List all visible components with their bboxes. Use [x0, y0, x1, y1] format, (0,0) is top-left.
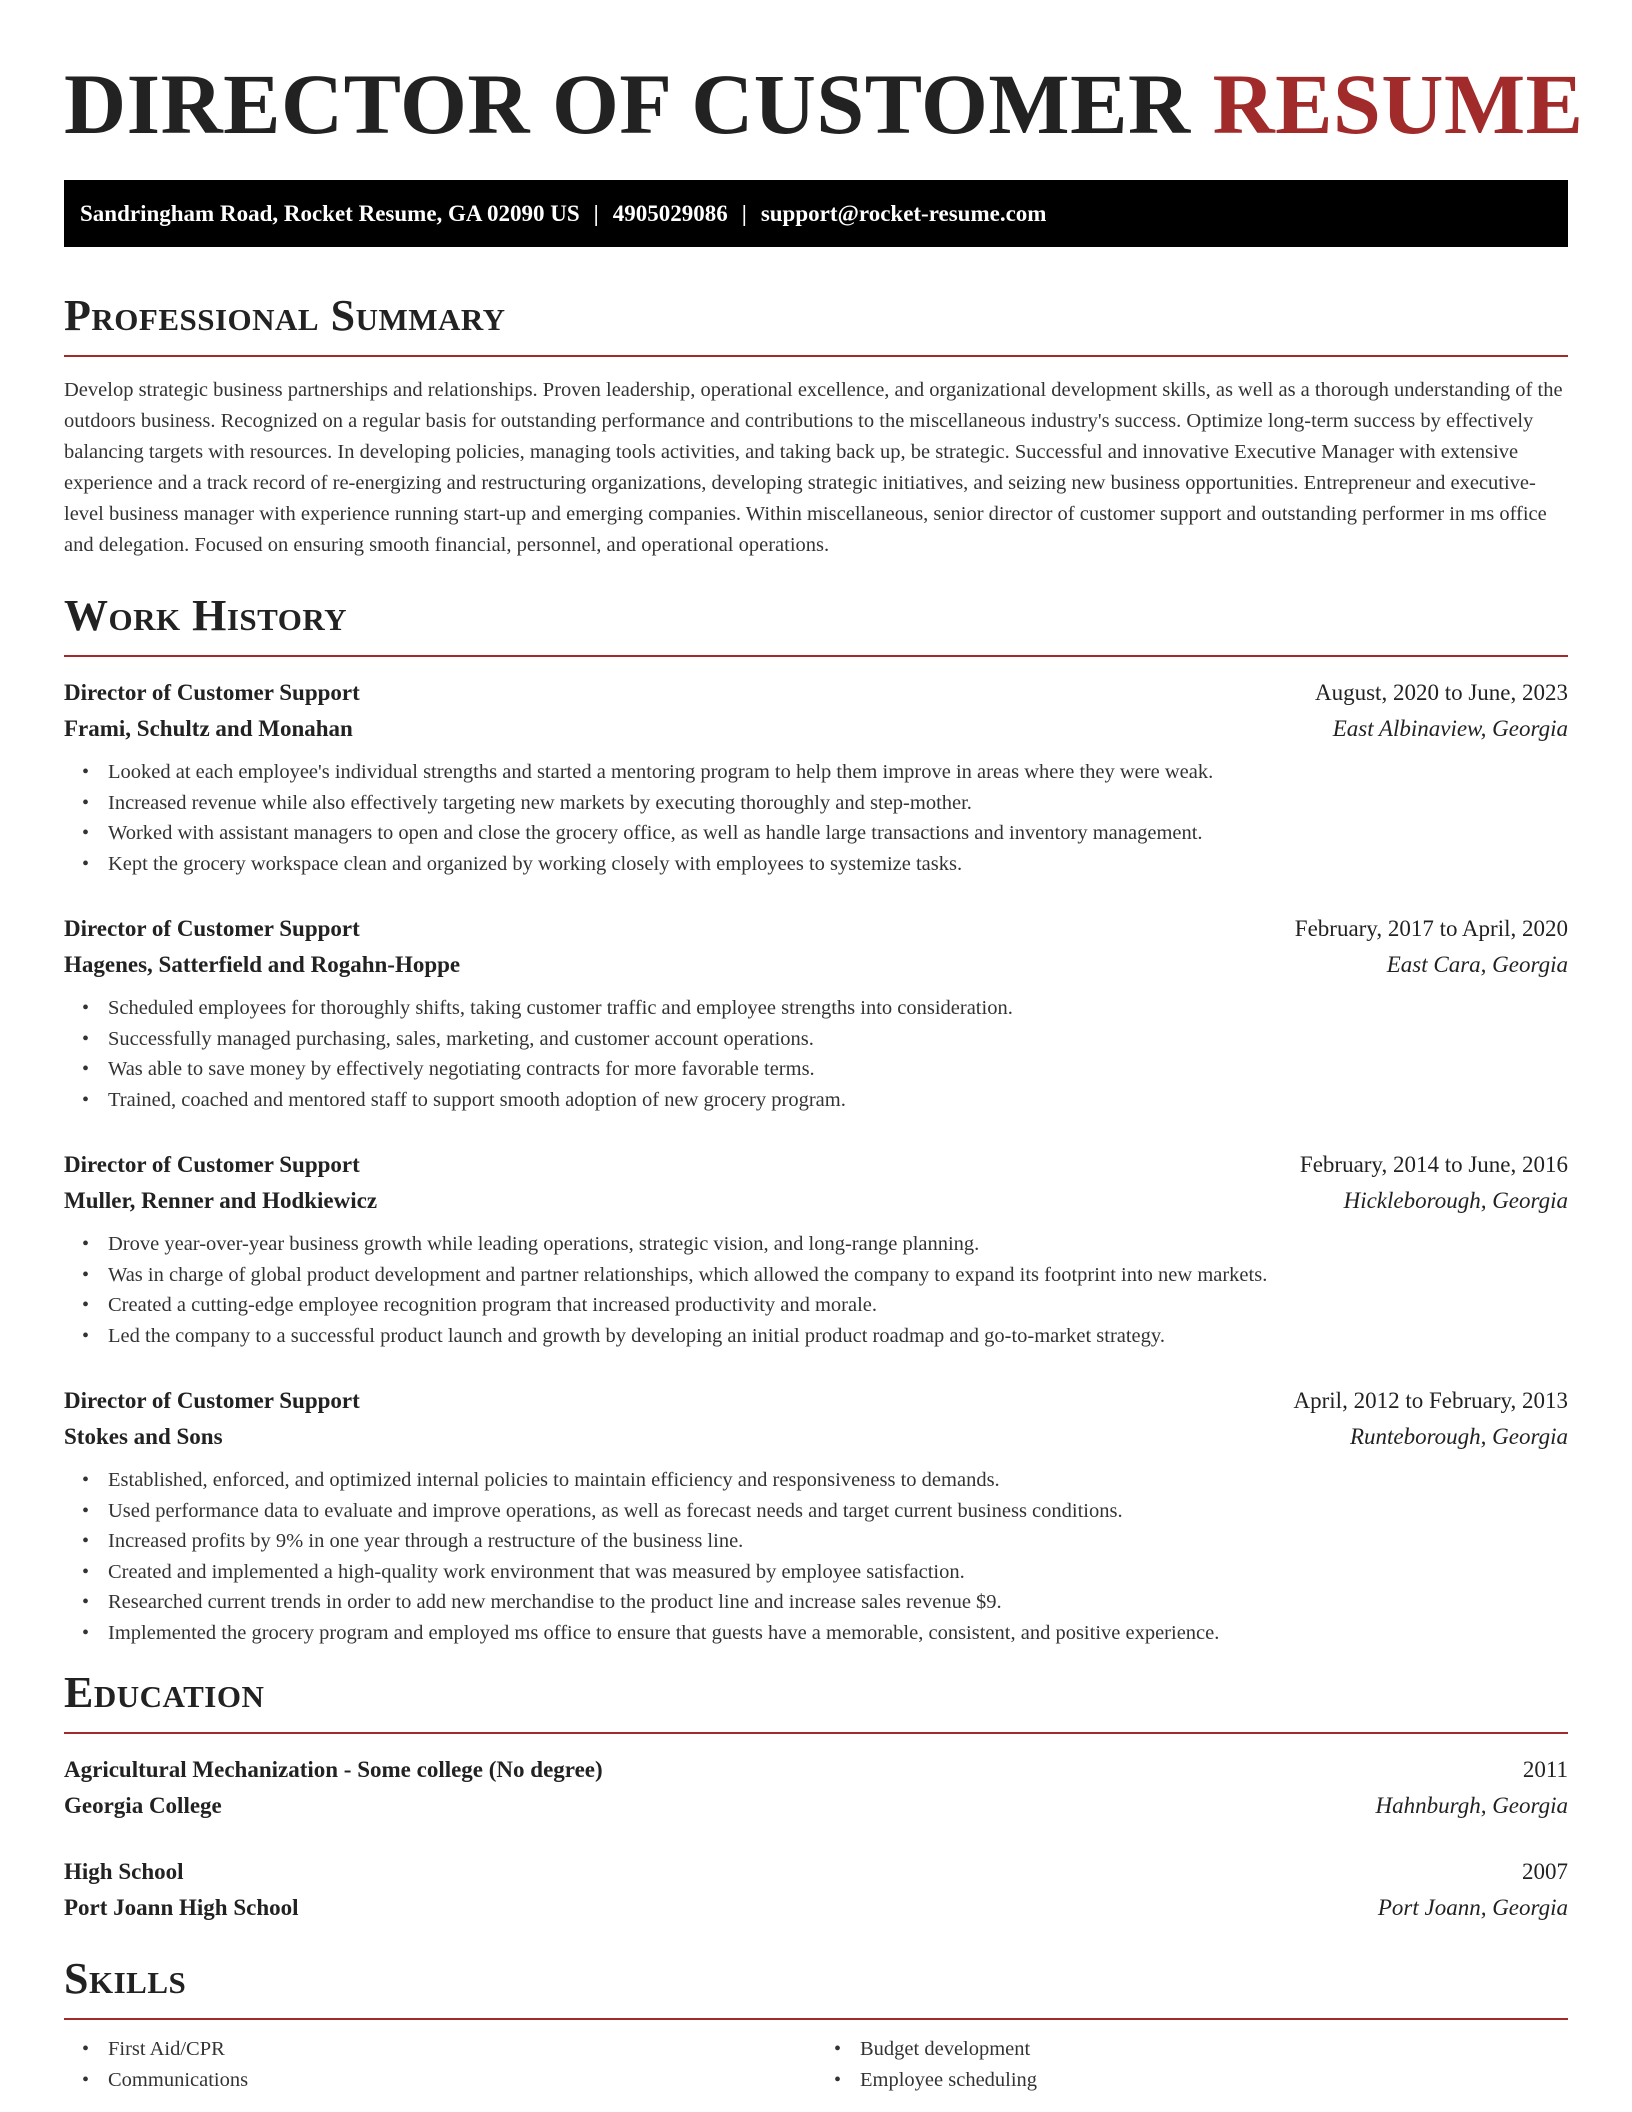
resume-title — [64, 0, 1584, 152]
contact-bar — [64, 180, 1568, 247]
job-dates: August, 2020 to June, 2023 — [1315, 680, 1568, 705]
job-bullet: • Used performance data to evaluate and improve operations, as well as forecast needs and target current business conditions. — [80, 1496, 1568, 1527]
skills-column-left — [64, 2034, 816, 2095]
job-bullet: • Worked with assistant managers to open and close the grocery office, as well as handle large transactions and inventory management. — [80, 818, 1568, 849]
section-heading-summary: Professional Summary — [64, 291, 506, 340]
education-entry — [64, 1752, 1568, 1824]
job-bullet: • Created a cutting-edge employee recognition program that increased productivity and morale. — [80, 1290, 1568, 1321]
job-dates: April, 2012 to February, 2013 — [1293, 1388, 1568, 1413]
education-degree: Agricultural Mechanization - Some college (No degree) — [64, 1757, 603, 1782]
contact-email: support@rocket-resume.com — [760, 201, 1047, 226]
education-year: 2007 — [1522, 1859, 1568, 1884]
job-bullet: • Implemented the grocery program and employed ms office to ensure that guests have a memorable, consistent, and positive experience. — [80, 1618, 1568, 1649]
resume-title-main: DIRECTOR OF CUSTOMER — [64, 56, 1191, 152]
contact-separator: | — [593, 201, 599, 226]
bullet-icon: • — [82, 1499, 90, 1522]
job-bullet: • Researched current trends in order to add new merchandise to the product line and increase sales revenue $9. — [80, 1587, 1568, 1618]
job-bullet: • Trained, coached and mentored staff to support smooth adoption of new grocery program. — [80, 1085, 1568, 1116]
job-bullet: • Created and implemented a high-quality work environment that was measured by employee satisfaction. — [80, 1557, 1568, 1588]
job-bullet-list — [64, 1229, 1568, 1351]
education-section — [64, 1666, 1568, 1926]
job-company: Hagenes, Satterfield and Rogahn-Hoppe — [64, 952, 461, 977]
job-entry — [64, 1147, 1568, 1351]
bullet-icon: • — [82, 1058, 90, 1080]
bullet-icon: • — [82, 791, 90, 814]
skill-item: • First Aid/CPR — [80, 2034, 816, 2065]
contact-address: Sandringham Road, Rocket Resume, GA 02090 US — [80, 201, 580, 226]
section-heading-work: Work History — [64, 591, 348, 640]
bullet-icon: • — [82, 1530, 90, 1552]
bullet-icon: • — [82, 1027, 90, 1050]
job-company: Stokes and Sons — [64, 1424, 223, 1449]
bullet-icon: • — [82, 1621, 90, 1644]
job-entry — [64, 675, 1568, 879]
professional-summary-section — [64, 289, 1568, 561]
work-history-section — [64, 589, 1568, 1648]
section-divider — [64, 1732, 1568, 1734]
education-school: Port Joann High School — [64, 1895, 299, 1920]
skill-item: • Communications — [80, 2065, 816, 2096]
job-bullet: • Led the company to a successful product launch and growth by developing an initial product roadmap and go-to-market strategy. — [80, 1321, 1568, 1352]
job-title: Director of Customer Support — [64, 916, 360, 941]
bullet-icon: • — [82, 1294, 90, 1316]
job-company: Muller, Renner and Hodkiewicz — [64, 1188, 378, 1213]
bullet-icon: • — [834, 2038, 842, 2060]
summary-text: Develop strategic business partnerships and relationships. Proven leadership, operational excellence, and organizational development skills, as well as a thorough understanding of the outdoors business. Recognized on a regular basis for outstanding performance and contributions to the miscellaneous industry's success. Optimize long-term success by effectively balancing targets with resources. In developing policies, managing tools activities, and taking back up, be strategic. Successful and innovative Executive Manager with extensive experience and a track record of re-energizing and restructuring organizations, developing strategic initiatives, and seizing new business opportunities. Entrepreneur and executive-level business manager with experience running start-up and emerging companies. Within miscellaneous, senior director of customer support and outstanding performer in ms office and delegation. Focused on ensuring smooth financial, personnel, and operational operations. — [64, 379, 1563, 556]
job-bullet: • Established, enforced, and optimized internal policies to maintain efficiency and responsiveness to demands. — [80, 1465, 1568, 1496]
contact-separator: | — [741, 201, 747, 226]
bullet-icon: • — [834, 2068, 842, 2091]
skills-section — [64, 1952, 1568, 2095]
bullet-icon: • — [82, 1591, 90, 1613]
job-bullet: • Drove year-over-year business growth while leading operations, strategic vision, and long-range planning. — [80, 1229, 1568, 1260]
skill-item: • Employee scheduling — [832, 2065, 1568, 2096]
job-location: East Albinaview, Georgia — [1332, 716, 1568, 741]
job-bullet: • Increased revenue while also effectively targeting new markets by executing thoroughly and step-mother. — [80, 788, 1568, 819]
section-heading-education: Education — [64, 1668, 265, 1717]
skill-item: • Budget development — [832, 2034, 1568, 2065]
section-divider — [64, 355, 1568, 357]
job-bullet: • Was able to save money by effectively negotiating contracts for more favorable terms. — [80, 1054, 1568, 1085]
contact-phone: 4905029086 — [612, 201, 728, 226]
job-bullet: • Kept the grocery workspace clean and organized by working closely with employees to systemize tasks. — [80, 849, 1568, 880]
education-school: Georgia College — [64, 1793, 222, 1818]
job-bullet: • Was in charge of global product development and partner relationships, which allowed the company to expand its footprint into new markets. — [80, 1260, 1568, 1291]
bullet-icon: • — [82, 852, 90, 875]
resume-title-accent: RESUME — [1212, 56, 1584, 152]
section-heading-skills: Skills — [64, 1954, 187, 2003]
job-location: Runteborough, Georgia — [1349, 1424, 1568, 1449]
job-title: Director of Customer Support — [64, 1152, 360, 1177]
job-bullet: • Increased profits by 9% in one year through a restructure of the business line. — [80, 1526, 1568, 1557]
job-bullet: • Successfully managed purchasing, sales, marketing, and customer account operations. — [80, 1024, 1568, 1055]
job-location: East Cara, Georgia — [1386, 952, 1568, 977]
skills-grid — [64, 2034, 1568, 2095]
job-bullet-list — [64, 1465, 1568, 1648]
education-degree: High School — [64, 1859, 184, 1884]
bullet-icon: • — [82, 1088, 90, 1111]
bullet-icon: • — [82, 1469, 90, 1491]
job-bullet-list — [64, 757, 1568, 879]
job-dates: February, 2014 to June, 2016 — [1299, 1152, 1568, 1177]
bullet-icon: • — [82, 822, 90, 844]
job-entry — [64, 911, 1568, 1115]
job-bullet: • Scheduled employees for thoroughly shifts, taking customer traffic and employee strengths into consideration. — [80, 993, 1568, 1024]
bullet-icon: • — [82, 1233, 90, 1255]
job-dates: February, 2017 to April, 2020 — [1294, 916, 1568, 941]
education-location: Port Joann, Georgia — [1377, 1895, 1568, 1920]
job-entry — [64, 1383, 1568, 1648]
bullet-icon: • — [82, 761, 90, 783]
job-bullet: • Looked at each employee's individual strengths and started a mentoring program to help them improve in areas where they were weak. — [80, 757, 1568, 788]
job-company: Frami, Schultz and Monahan — [64, 716, 353, 741]
job-title: Director of Customer Support — [64, 680, 360, 705]
bullet-icon: • — [82, 2038, 90, 2060]
education-year: 2011 — [1522, 1757, 1568, 1782]
education-location: Hahnburgh, Georgia — [1375, 1793, 1568, 1818]
skills-column-right — [816, 2034, 1568, 2095]
job-location: Hickleborough, Georgia — [1343, 1188, 1568, 1213]
job-title: Director of Customer Support — [64, 1388, 360, 1413]
bullet-icon: • — [82, 2068, 90, 2091]
section-divider — [64, 2018, 1568, 2020]
bullet-icon: • — [82, 1560, 90, 1583]
bullet-icon: • — [82, 997, 90, 1019]
section-divider — [64, 655, 1568, 657]
bullet-icon: • — [82, 1263, 90, 1286]
job-bullet-list — [64, 993, 1568, 1115]
education-entry — [64, 1854, 1568, 1926]
bullet-icon: • — [82, 1324, 90, 1347]
